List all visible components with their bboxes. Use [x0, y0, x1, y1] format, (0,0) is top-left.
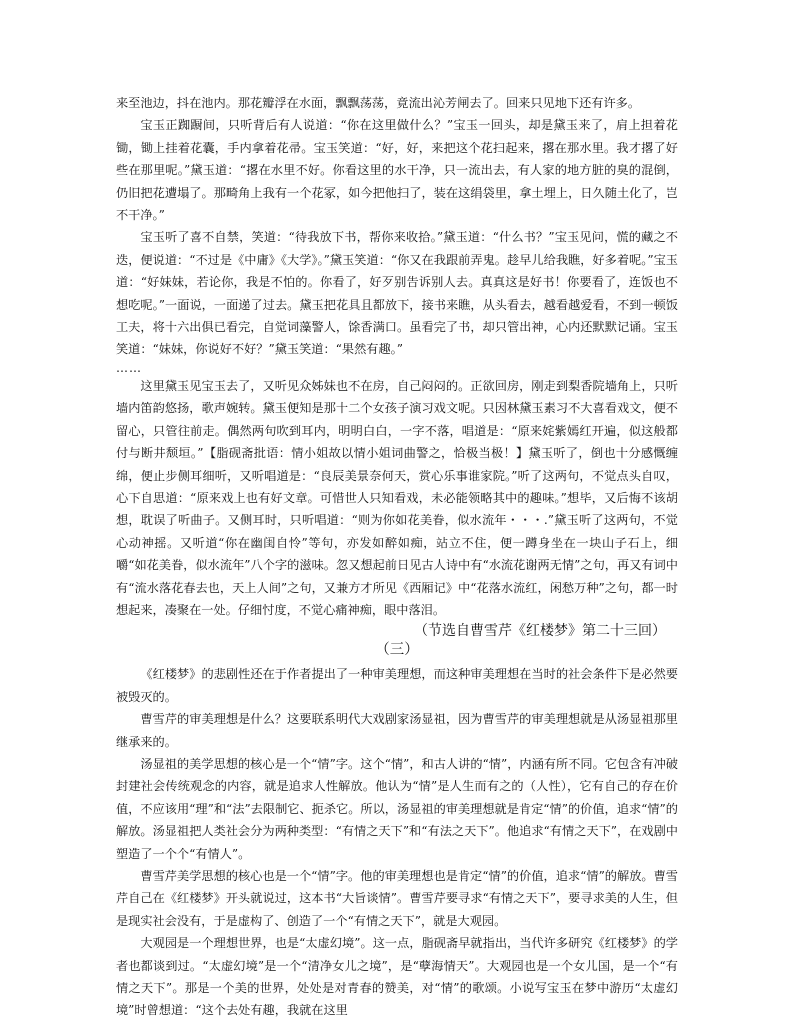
excerpt-paragraph-1: 来至池边，抖在池内。那花瓣浮在水面，飘飘荡荡，竟流出沁芳闸去了。回来只见地下还有许多。: [116, 96, 641, 110]
section-3-paragraph-2: 曹雪芹的审美理想是什么？这要联系明代大戏剧家汤显祖，因为曹雪芹的审美理想就是从汤显祖那里继承来的。: [116, 712, 678, 749]
excerpt-source: （节选自曹雪芹《红楼梦》第二十三回）: [414, 623, 666, 640]
section-3-paragraph-5: 大观园是一个理想世界，也是“太虚幻境”。这一点，脂砚斋早就指出，当代许多研究《红楼梦》的学者也都谈到过。“太虚幻境”是一个“清净女儿之境”，是“孽海情天”。大观园也是一个女儿国，是一个“有情之天下”。那是一个美的世界，处处是对青春的赞美，对“情”的歌颂。小说写宝玉在梦中游历“太虚幻境”时曾想道：“这个去处有趣，我就在这里: [116, 936, 678, 1018]
ellipsis-mark: ……: [116, 360, 142, 375]
section-heading: （三）: [375, 642, 419, 659]
document-body: [116, 92, 678, 1022]
excerpt-paragraph-3: 宝玉听了喜不自禁，笑道：“待我放下书，帮你来收拾。”黛玉道：“什么书？”宝玉见问，慌的藏之不迭，便说道：“不过是《中庸》《大学》。”黛玉笑道：“你又在我跟前弄鬼。趁早儿给我瞧，好多着呢。”宝玉道：“好妹妹，若论你，我是不怕的。你看了，好歹别告诉别人去。真真这是好书！你要看了，连饭也不想吃呢。”一面说，一面递了过去。黛玉把花具且都放下，接书来瞧，从头看去，越看越爱看，不到一顿饭工夫，将十六出俱已看完，自觉词藻警人，馀香满口。虽看完了书，却只管出神，心内还默默记诵。宝玉笑道：“妹妹，你说好不好？”黛玉笑道：“果然有趣。”: [116, 230, 678, 357]
section-3-paragraph-1: 《红楼梦》的悲剧性还在于作者提出了一种审美理想，而这种审美理想在当时的社会条件下是必然要被毁灭的。: [116, 667, 678, 704]
excerpt-paragraph-4: 这里黛玉见宝玉去了，又听见众姊妹也不在房，自己闷闷的。正欲回房，刚走到梨香院墙角上，只听墙内笛韵悠扬，歌声婉转。黛玉便知是那十二个女孩子演习戏文呢。只因林黛玉素习不大喜看戏文，便不留心，只管往前走。偶然两句吹到耳内，明明白白，一字不落，唱道是：“原来姹紫嫣红开遍，似这般都付与断井颓垣。”【脂砚斋批语：情小姐故以情小姐词曲警之，恰极当极！】黛玉听了，倒也十分感慨缠绵，便止步侧耳细听，又听唱道是：“良辰美景奈何天，赏心乐事谁家院。”听了这两句，不觉点头自叹，心下自思道：“原来戏上也有好文章。可惜世人只知看戏，未必能领略其中的趣味。”想毕，又后悔不该胡想，耽误了听曲子。又侧耳时，只听唱道：“则为你如花美眷，似水流年・・・.”黛玉听了这两句，不觉心动神摇。又听道“你在幽闺自怜”等句，亦发如醉如痴，站立不住，便一蹲身坐在一块山子石上，细嚼“如花美眷，似水流年”八个字的滋味。忽又想起前日见古人诗中有“水流花谢两无情”之句，再又有词中有“流水落花春去也，天上人间”之句，又兼方才所见《西厢记》中“花落水流红，闲愁万种”之句，都一时想起来，凑聚在一处。仔细忖度，不觉心痛神痴，眼中落泪。: [116, 378, 678, 617]
excerpt-paragraph-2: 宝玉正踟蹰间，只听背后有人说道：“你在这里做什么？”宝玉一回头，却是黛玉来了，肩上担着花锄，锄上挂着花囊，手内拿着花帚。宝玉笑道：“好，好，来把这个花扫起来，撂在那水里。我才撂了好些在那里呢。”黛玉道：“撂在水里不好。你看这里的水干净，只一流出去，有人家的地方脏的臭的混倒，仍旧把花遭塌了。那畸角上我有一个花冢，如今把他扫了，装在这绢袋里，拿土埋上，日久随土化了，岂不干净。”: [116, 118, 678, 223]
section-3-paragraph-4: 曹雪芹美学思想的核心也是一个“情”字。他的审美理想也是肯定“情”的价值，追求“情”的解放。曹雪芹自己在《红楼梦》开头就说过，这本书“大旨谈情”。曹雪芹要寻求“有情之天下”，要寻求美的人生，但是现实社会没有，于是虚构了、创造了一个“有情之天下”，就是大观园。: [116, 869, 678, 928]
section-3-paragraph-3: 汤显祖的美学思想的核心是一个“情”字。这个“情”，和古人讲的“情”，内涵有所不同。它包含有冲破封建社会传统观念的内容，就是追求人性解放。他认为“情”是人生而有之的（人性），它有自己的存在价值，不应该用“理”和“法”去限制它、扼杀它。所以，汤显祖的审美理想就是肯定“情”的价值，追求“情”的解放。汤显祖把人类社会分为两种类型：“有情之天下”和“有法之天下”。他追求“有情之天下”，在戏剧中塑造了一个个“有情人”。: [116, 756, 678, 861]
section-3-body: [116, 663, 678, 1022]
